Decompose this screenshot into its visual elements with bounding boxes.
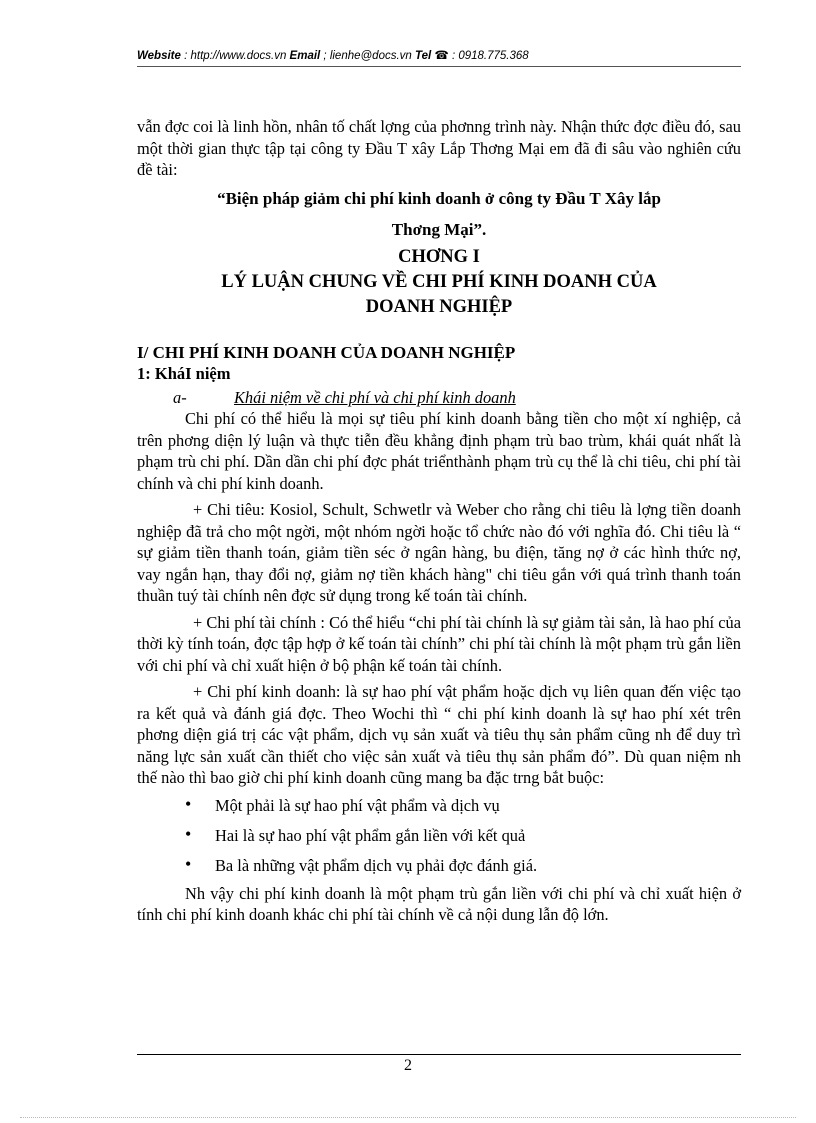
page-header	[137, 48, 741, 62]
subsection-heading: 1: KháI niệm	[137, 363, 231, 383]
characteristics-list	[137, 795, 741, 876]
tel-label: Tel	[415, 50, 432, 62]
subsub-marker: a-	[173, 387, 187, 407]
footer-divider	[137, 1054, 741, 1055]
thesis-title	[137, 183, 741, 245]
header-divider	[137, 66, 741, 67]
paragraph-chi-phi-tai-chinh: + Chi phí tài chính : Có thể hiểu “chi phí tài chính là sự giảm tài sản, là hao phí của thời kỳ tính toán, đợc tập hợp ở kế toán tài chính” chi phí tài chính là một phạm trù gắn liền với chi phí và chỉ xuất hiện ở bộ phận kế toán tài chính.	[137, 612, 741, 675]
intro-paragraph: vẫn đợc coi là linh hồn, nhân tố chất lợng của phơnng trình này. Nhận thức đợc điều đó, sau một thời gian thực tập tại công ty Đầu T xây Lắp Thơng Mại em đã đi sâu vào nghiên cứu đề tài:	[137, 117, 741, 179]
page-bottom-border	[20, 1117, 796, 1118]
website-label: Website	[137, 50, 181, 62]
subsubsection-heading	[173, 387, 741, 409]
website-value[interactable]: : http://www.docs.vn	[180, 50, 290, 62]
list-item: • Hai là sự hao phí vật phẩm gắn liền với kết quả	[185, 823, 526, 845]
paragraph-definition: Chi phí có thể hiểu là mọi sự tiêu phí kinh doanh bằng tiền cho một xí nghiệp, cả trên phơng diện lý luận và thực tiễn đều khẳng định phạm trù bao trùm, khái quát nhất là phạm trù chi phí. Dần dần chi phí đợc phát triểnthành phạm trù cụ thể là chi tiêu, chi phí tài chính và chi phí kinh doanh.	[137, 409, 741, 493]
thesis-title-line1: “Biện pháp giảm chi phí kinh doanh ở công ty Đầu T Xây lắp	[217, 188, 661, 208]
list-item: • Một phải là sự hao phí vật phẩm và dịch vụ	[185, 793, 500, 815]
bullet-icon: •	[185, 853, 192, 874]
subsub-title: Khái niệm về chi phí và chi phí kinh doanh	[234, 387, 516, 407]
closing-paragraph: Nh vậy chi phí kinh doanh là một phạm trù gắn liền với chi phí và chỉ xuất hiện ở tính chi phí kinh doanh khác chi phí tài chính về cả nội dung lẫn độ lớn.	[137, 883, 741, 924]
chapter-heading	[137, 245, 741, 320]
section-heading: I/ CHI PHÍ KINH DOANH CỦA DOANH NGHIỆP	[137, 342, 516, 362]
tel-value: : 0918.775.368	[448, 50, 529, 62]
list-item: • Ba là những vật phẩm dịch vụ phải đợc đánh giá.	[185, 853, 538, 875]
document-body	[137, 116, 741, 926]
paragraph-chi-phi-kinh-doanh: + Chi phí kinh doanh: là sự hao phí vật phẩm hoặc dịch vụ liên quan đến việc tạo ra kết quả và đánh giá đợc. Theo Wochi thì “ chi phí kinh doanh là sự hao phí xét trên phơng diện giá trị các vật phẩm, dịch vụ sản xuất và tiêu thụ sản phẩm cũng nh để duy trì năng lực sản xuất cần thiết cho việc sản xuất và tiêu thụ sản phẩm đó”. Dù quan niệm nh thế nào thì bao giờ chi phí kinh doanh cũng mang ba đặc trng bắt buộc:	[137, 682, 741, 787]
phone-icon: ☎	[434, 50, 449, 62]
chapter-title-line2: DOANH NGHIỆP	[365, 296, 513, 317]
paragraph-chi-tieu: + Chi tiêu: Kosiol, Schult, Schwetlr và Weber cho rằng chi tiêu là lợng tiền doanh nghiệp đã trả cho một ngời, một nhóm ngời hoặc tổ chức nào đó với nghĩa đó. Chi tiêu là “ sự giảm tiền thanh toán, giảm tiền séc ở ngân hàng, bu điện, tăng nợ ở các hình thức nợ, vay ngắn hạn, thay đổi nợ, giảm nợ tiền khách hàng" chi tiêu gắn với quá trình thanh toán thuần tuý tài chính nên đợc sử dụng trong kế toán tài chính.	[137, 500, 741, 605]
email-label: Email	[289, 50, 321, 62]
bullet-icon: •	[185, 793, 192, 814]
chapter-title-line1: LÝ LUẬN CHUNG VỀ CHI PHÍ KINH DOANH CỦA	[221, 271, 657, 292]
bullet-icon: •	[185, 823, 192, 844]
thesis-title-line2: Thơng Mại”.	[391, 219, 487, 239]
page-number: 2	[404, 1057, 412, 1074]
chapter-label: CHƠNG I	[398, 246, 480, 267]
email-value[interactable]: ; lienhe@docs.vn	[320, 50, 416, 62]
